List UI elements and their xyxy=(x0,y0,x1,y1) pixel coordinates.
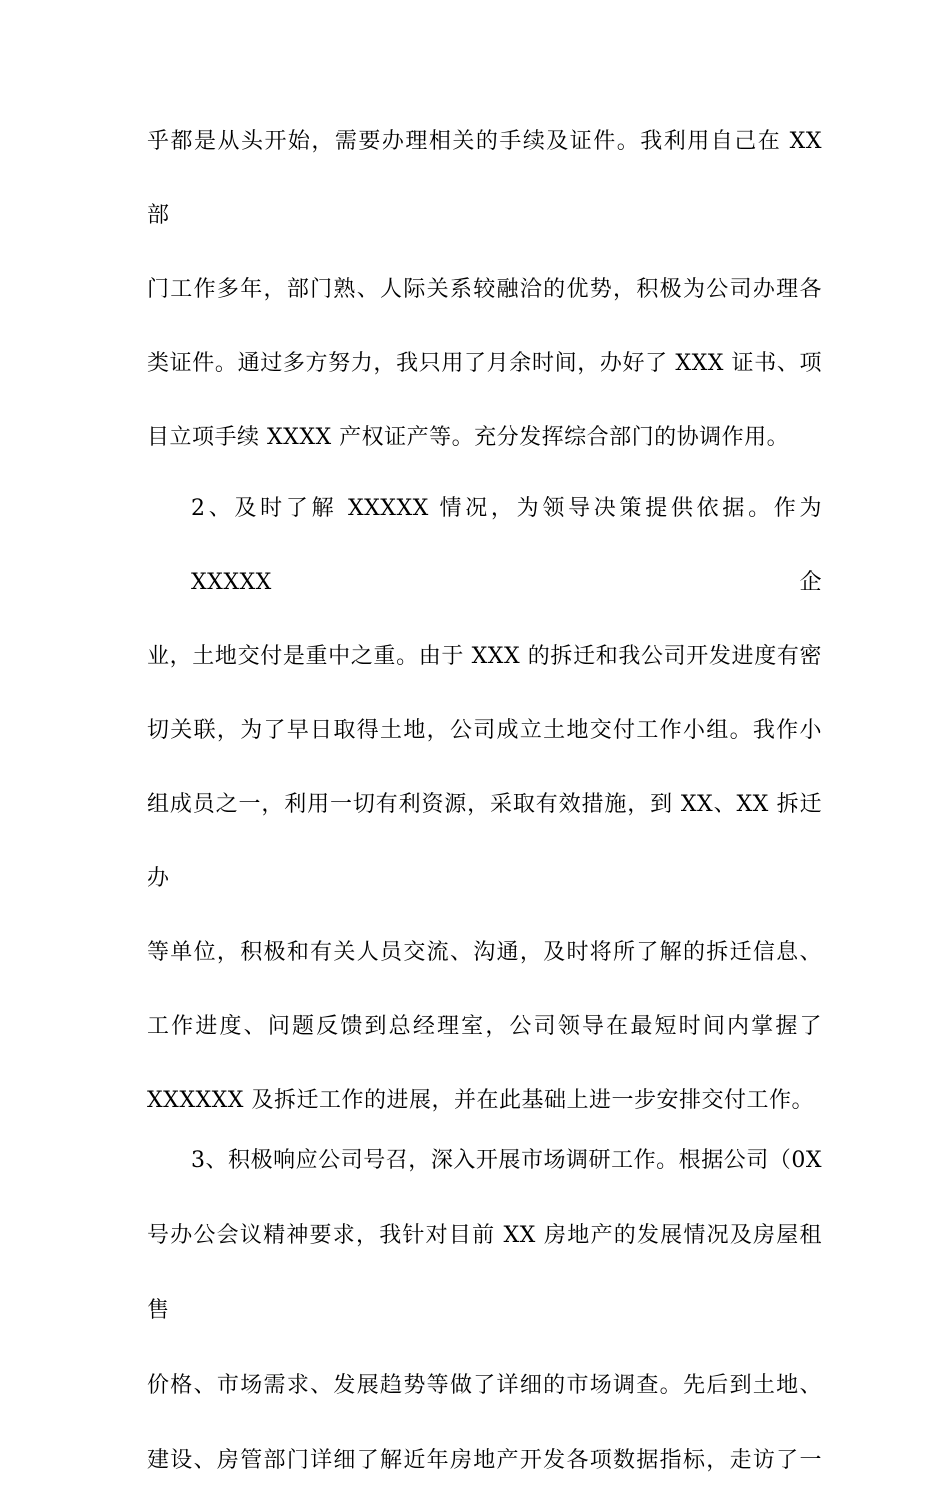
paragraph-2 xyxy=(147,472,822,1138)
text-line: XXXXXX 及拆迁工作的进展，并在此基础上进一步安排交付工作。 xyxy=(147,1088,814,1113)
text-line: 工作进度、问题反馈到总经理室，公司领导在最短时间内掌握了 xyxy=(147,1014,822,1039)
text-line: 等单位，积极和有关人员交流、沟通，及时将所了解的拆迁信息、 xyxy=(147,940,822,965)
text-line: 切关联，为了早日取得土地，公司成立土地交付工作小组。我作小 xyxy=(147,718,822,743)
text-line: 门工作多年，部门熟、人际关系较融洽的优势，积极为公司办理各 xyxy=(147,277,822,302)
text-line: 2、及时了解 XXXXX 情况，为领导决策提供依据。作为 XXXXX 企 xyxy=(191,496,822,595)
paragraph-1 xyxy=(147,105,822,475)
text-line: 3、积极响应公司号召，深入开展市场调研工作。根据公司（0X xyxy=(191,1148,822,1173)
text-line: 业，土地交付是重中之重。由于 XXX 的拆迁和我公司开发进度有密 xyxy=(147,644,822,669)
text-line: 价格、市场需求、发展趋势等做了详细的市场调查。先后到土地、 xyxy=(147,1373,822,1398)
text-line: 号办公会议精神要求，我针对目前 XX 房地产的发展情况及房屋租售 xyxy=(147,1223,822,1323)
text-line: 乎都是从头开始，需要办理相关的手续及证件。我利用自己在 XX 部 xyxy=(147,129,822,228)
text-line: 组成员之一，利用一切有利资源，采取有效措施，到 XX、XX 拆迁办 xyxy=(147,792,822,891)
text-line: 类证件。通过多方努力，我只用了月余时间，办好了 XXX 证书、项 xyxy=(147,351,822,376)
paragraph-3 xyxy=(147,1123,822,1498)
text-block xyxy=(147,105,822,1498)
text-line: 建设、房管部门详细了解近年房地产开发各项数据指标，走访了一 xyxy=(147,1448,822,1473)
text-line: 目立项手续 XXXX 产权证产等。充分发挥综合部门的协调作用。 xyxy=(147,425,790,450)
